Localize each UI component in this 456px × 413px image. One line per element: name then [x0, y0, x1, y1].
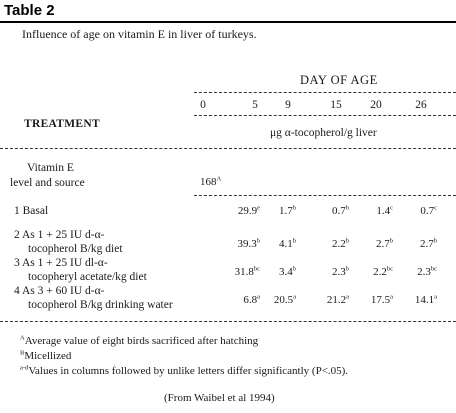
body-rule-bottom: [0, 321, 456, 322]
footnote: $^{a-d}$Values in columns followed by unlike letters differ significantly (P<.05).: [20, 364, 349, 377]
day-header-9: 9: [285, 99, 291, 111]
vitamin-header-line1: Vitamin E: [27, 162, 74, 174]
treatment-label: 4 As 3 + 60 IU d-α-: [14, 285, 105, 297]
table-caption: Influence of age on vitamin E in liver of turkeys.: [22, 27, 257, 41]
table-cell: 31.8$^{bc}$: [234, 265, 260, 278]
table-cell: 2.2$^{bc}$: [373, 265, 393, 278]
baseline-value: $168^A$: [200, 175, 222, 188]
table-cell: 2.3$^b$: [332, 265, 349, 278]
day-header-26: 26: [415, 99, 427, 111]
treatment-label: tocopheryl acetate/kg diet: [28, 271, 147, 283]
treatment-label: 2 As 1 + 25 IU d-α-: [14, 229, 105, 241]
table-cell: 0.7$^c$: [420, 204, 437, 217]
table-cell: 2.2$^b$: [332, 237, 349, 250]
treatment-label: tocopherol B/kg diet: [28, 243, 123, 255]
treatment-label: tocopherol B/kg drinking water: [28, 299, 173, 311]
table-cell: 21.2$^a$: [326, 293, 349, 306]
title-rule: [0, 21, 456, 23]
header-rule-1: [194, 92, 456, 93]
table-cell: 20.5$^a$: [273, 293, 296, 306]
table-cell: 2.7$^b$: [376, 237, 393, 250]
table-cell: 3.4$^b$: [279, 265, 296, 278]
table-cell: 2.7$^b$: [420, 237, 437, 250]
day-header-5: 5: [252, 99, 258, 111]
table-cell: 17.5$^a$: [370, 293, 393, 306]
day-header-0: 0: [200, 99, 206, 111]
table-cell: 1.7$^b$: [279, 204, 296, 217]
table-title: Table 2: [4, 2, 55, 19]
treatment-label: 1 Basal: [14, 205, 49, 217]
day-of-age-header: DAY OF AGE: [300, 73, 378, 87]
footnote: $^B$Micellized: [20, 349, 72, 362]
table-cell: 0.7$^b$: [332, 204, 349, 217]
table-cell: 1.4$^c$: [376, 204, 393, 217]
table-cell: 29.9e: [237, 204, 260, 217]
table-cell: 2.3$^{bc}$: [417, 265, 437, 278]
treatment-label: 3 As 1 + 25 IU dl-α-: [14, 257, 108, 269]
units-label: μg α-tocopherol/g liver: [270, 127, 377, 139]
footnote: $^A$Average value of eight birds sacrificed after hatching: [20, 334, 259, 347]
treatment-header: TREATMENT: [24, 118, 100, 130]
day-header-20: 20: [370, 99, 382, 111]
day-header-15: 15: [330, 99, 342, 111]
table-cell: 4.1$^b$: [279, 237, 296, 250]
source-note: (From Waibel et al 1994): [164, 392, 275, 404]
table-cell: 6.8$^a$: [243, 293, 260, 306]
table-cell: 39.3$^b$: [237, 237, 260, 250]
vitamin-header-line2: level and source: [10, 177, 85, 189]
body-rule-top: [194, 195, 456, 196]
table-cell: 14.1$^a$: [414, 293, 437, 306]
header-rule-2: [194, 115, 456, 116]
header-rule-3: [0, 148, 456, 149]
